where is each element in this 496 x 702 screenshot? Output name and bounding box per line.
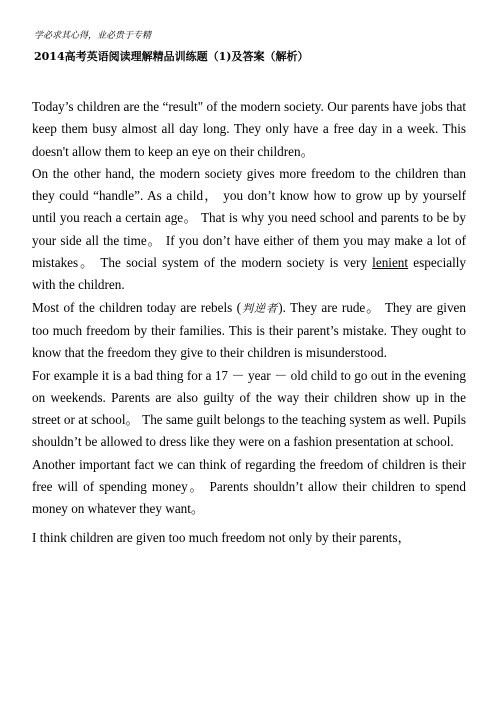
document-title: 2014高考英语阅读理解精品训练题（1)及答案（解析） <box>34 50 309 63</box>
chinese-gloss: 判逆者 <box>241 301 279 315</box>
paragraph-2-end: especially with the children. <box>32 255 467 293</box>
paragraph-4: For example it is a bad thing for a 17 － year － old child to go out in the evening on weekends. Parents are also guilty of the way their children show up in the street or at school。 The same guilt belongs to the teaching system as well. Pupils shouldn’t be allowed to dress like they were on a fashion presentation at school. <box>32 367 466 450</box>
paragraph-3-end: ). They are rude。 They are given too much freedom by their families. This is their parent’s mistake. They ought to know that the freedom they give to their children is misunderstood. <box>32 299 467 361</box>
paragraph-3 <box>32 297 466 365</box>
header-note: 学必求其心得，业必贵于专精 <box>34 31 152 41</box>
paragraph-2 <box>32 163 466 297</box>
paragraph-2-text: On the other hand, the modern society gives more freedom to the children than they could “handle”. As a child， you don’t know how to grow up by yourself until you reach a certain age。 That is why you need school and parents to be by your side all the time。 If you don’t have either of them you may make a lot of mistakes。 The social system of the modern society is very <box>32 165 466 271</box>
article-body <box>32 96 466 549</box>
paragraph-3-start: Most of the children today are rebels ( <box>32 299 242 315</box>
paragraph-6: I think children are given too much freedom not only by their parents， <box>32 529 411 545</box>
underlined-word: lenient <box>372 255 409 271</box>
paragraph-1: Today’s children are the “result" of the modern society. Our parents have jobs that keep them busy almost all day long. They only have a free day in a week. This doesn't allow them to keep an eye on their children。 <box>32 99 466 159</box>
paragraph-5: Another important fact we can think of regarding the freedom of children is their free will of spending money。 Parents shouldn’t allow their children to spend money on whatever they want。 <box>32 456 466 517</box>
